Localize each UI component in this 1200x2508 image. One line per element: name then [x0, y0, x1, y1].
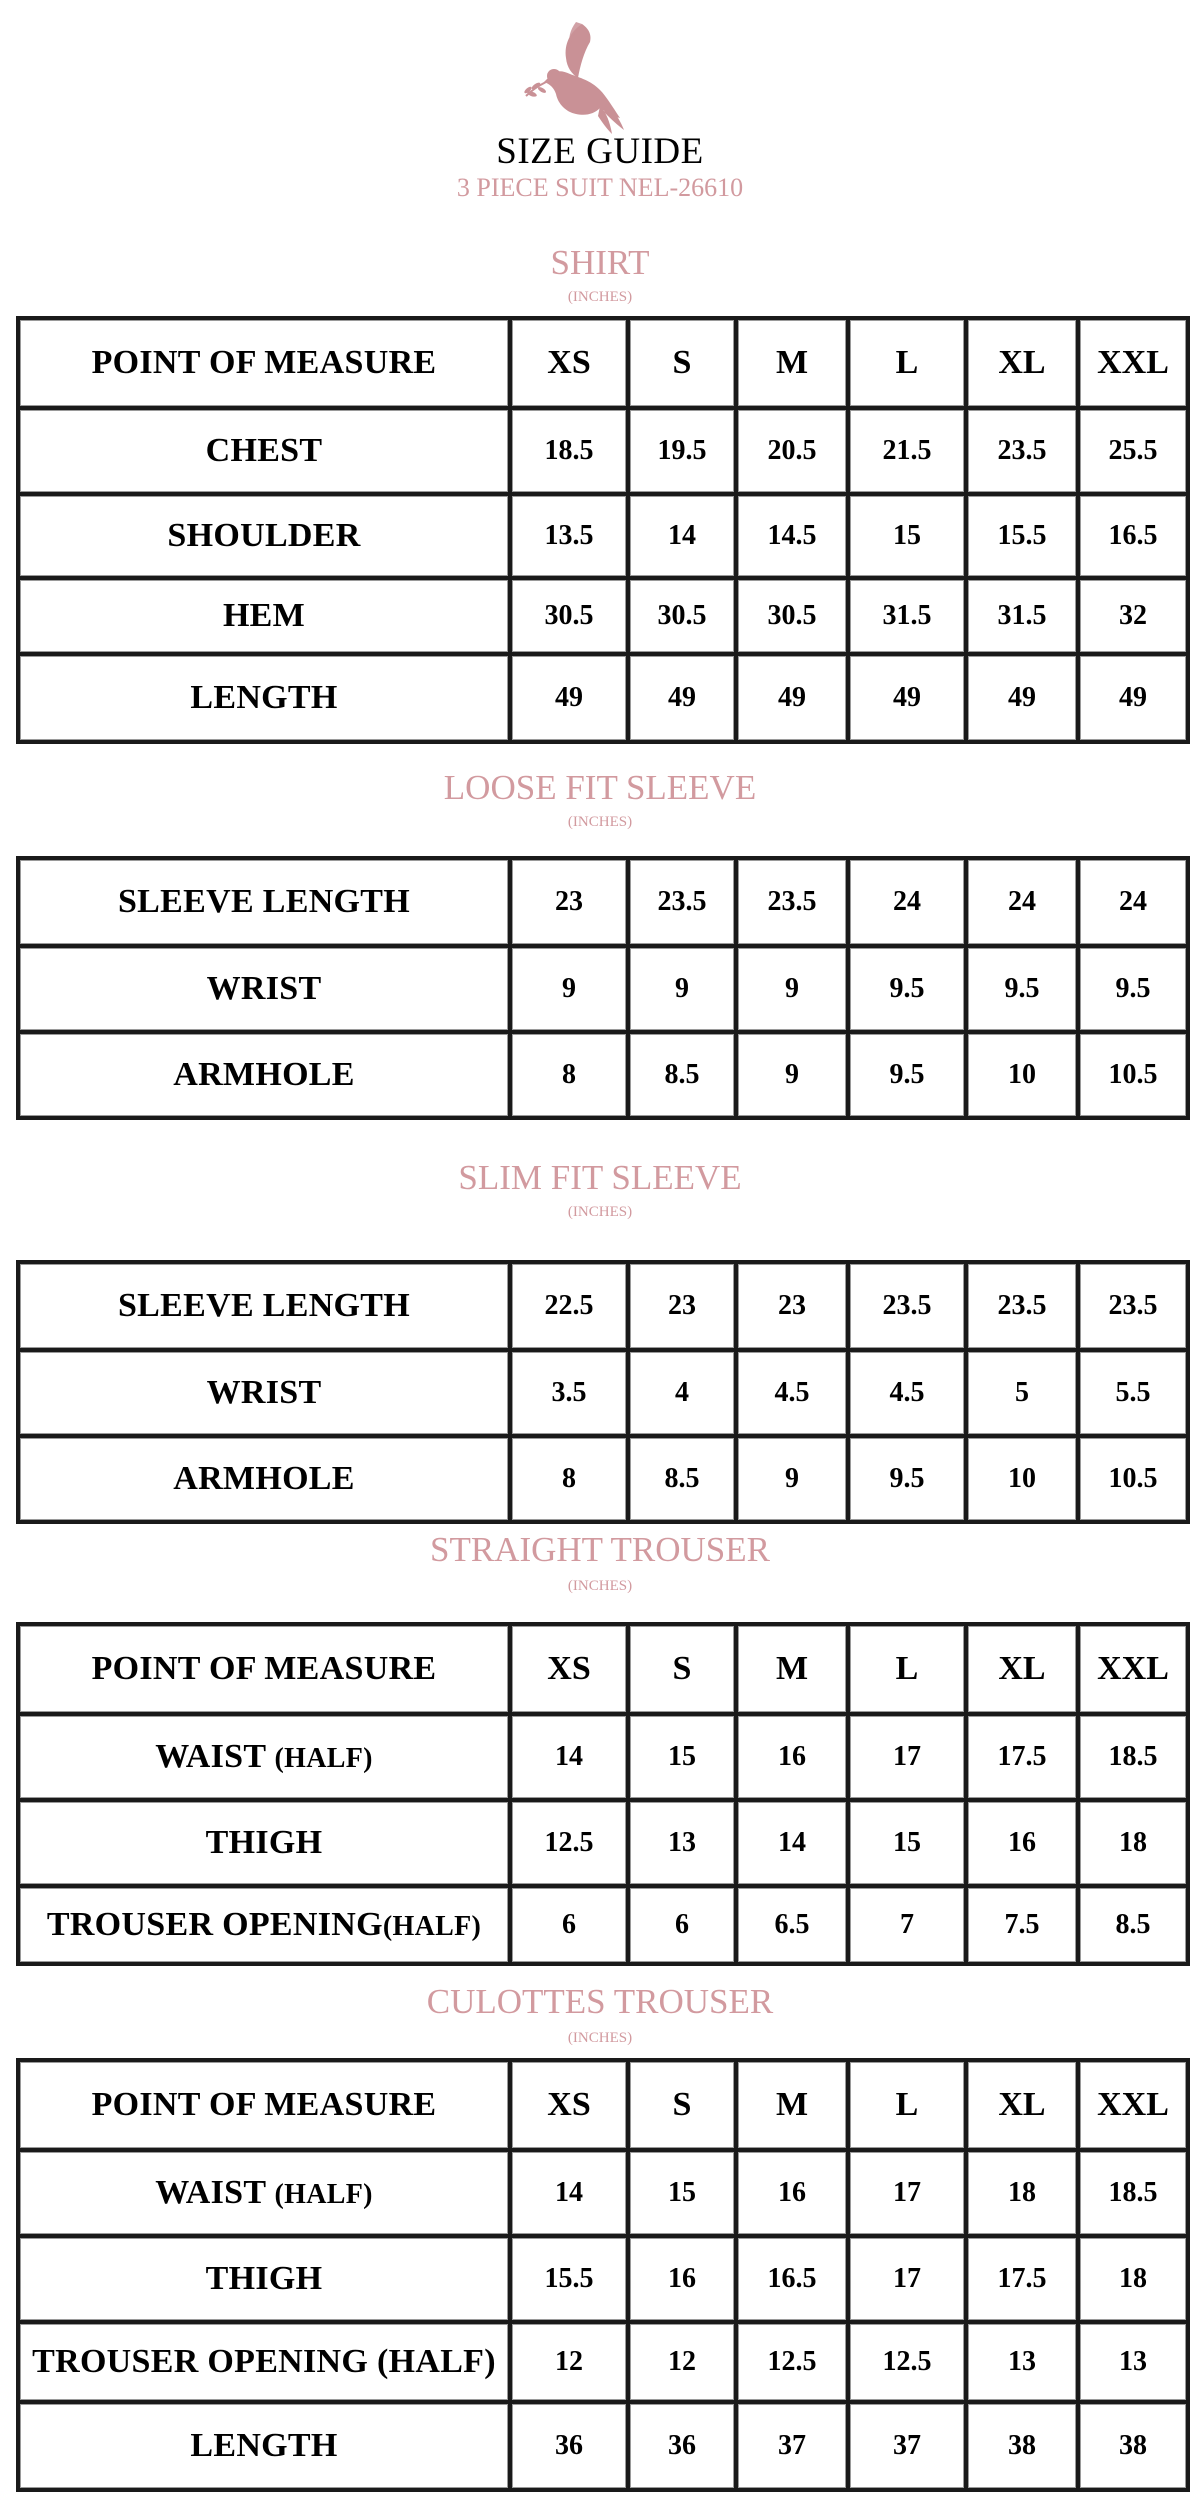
value-cell: 23.5: [848, 1262, 966, 1350]
table-row: [18, 578, 1188, 654]
section-unit-loose-fit-sleeve: (INCHES): [567, 814, 633, 830]
value-cell: 15.5: [966, 494, 1078, 578]
value-cell: 49: [966, 654, 1078, 742]
size-header-l: L: [848, 1624, 966, 1714]
value-cell: 18: [1078, 2236, 1188, 2322]
value-cell: 23.5: [628, 858, 736, 946]
value-cell: 8: [510, 1436, 628, 1522]
table-row: [18, 494, 1188, 578]
table-row: [18, 2402, 1188, 2490]
value-cell: 3.5: [510, 1350, 628, 1436]
value-cell: 13.5: [510, 494, 628, 578]
row-label: THIGH: [18, 1800, 510, 1886]
value-cell: 12: [628, 2322, 736, 2402]
value-cell: 10: [966, 1032, 1078, 1118]
value-cell: 12.5: [848, 2322, 966, 2402]
row-label: THIGH: [18, 2236, 510, 2322]
value-cell: 38: [966, 2402, 1078, 2490]
value-cell: 21.5: [848, 408, 966, 494]
row-label-note: (HALF): [376, 2343, 496, 2380]
value-cell: 30.5: [736, 578, 848, 654]
value-cell: 6: [510, 1886, 628, 1964]
value-cell: 31.5: [848, 578, 966, 654]
value-cell: 13: [1078, 2322, 1188, 2402]
table-row: [18, 1800, 1188, 1886]
value-cell: 23: [628, 1262, 736, 1350]
value-cell: 14: [736, 1800, 848, 1886]
value-cell: 16: [736, 1714, 848, 1800]
value-cell: 16: [628, 2236, 736, 2322]
table-row: [18, 2150, 1188, 2236]
size-header-xl: XL: [966, 2060, 1078, 2150]
size-header-s: S: [628, 1624, 736, 1714]
value-cell: 23: [510, 858, 628, 946]
row-label-text: TROUSER OPENING: [46, 1906, 383, 1943]
row-label: [18, 2322, 510, 2402]
section-title-straight-trouser: STRAIGHT TROUSER: [429, 1530, 770, 1569]
value-cell: 23.5: [966, 1262, 1078, 1350]
value-cell: 9.5: [848, 1032, 966, 1118]
row-label: SLEEVE LENGTH: [18, 858, 510, 946]
table-row: [18, 1350, 1188, 1436]
value-cell: 15.5: [510, 2236, 628, 2322]
section-unit-culottes-trouser: (INCHES): [567, 2030, 633, 2046]
value-cell: 30.5: [510, 578, 628, 654]
value-cell: 9.5: [848, 946, 966, 1032]
slim-fit-sleeve-table: [16, 1260, 1190, 1524]
value-cell: 18: [1078, 1800, 1188, 1886]
row-label: WRIST: [18, 1350, 510, 1436]
size-header-s: S: [628, 318, 736, 408]
section-unit-shirt: (INCHES): [567, 289, 633, 305]
value-cell: 12.5: [736, 2322, 848, 2402]
size-header-xxl: XXL: [1078, 2060, 1188, 2150]
culottes-trouser-table: [16, 2058, 1190, 2492]
row-label-text: WAIST: [155, 2174, 266, 2211]
value-cell: 49: [510, 654, 628, 742]
shirt-table: [16, 316, 1190, 744]
row-label: WRIST: [18, 946, 510, 1032]
section-title-slim-fit-sleeve: SLIM FIT SLEEVE: [458, 1158, 742, 1197]
size-header-xxl: XXL: [1078, 318, 1188, 408]
size-header-xl: XL: [966, 1624, 1078, 1714]
value-cell: 36: [510, 2402, 628, 2490]
row-label: ARMHOLE: [18, 1436, 510, 1522]
value-cell: 49: [736, 654, 848, 742]
value-cell: 25.5: [1078, 408, 1188, 494]
section-unit-straight-trouser: (INCHES): [567, 1578, 633, 1594]
value-cell: 14: [628, 494, 736, 578]
table-row: [18, 408, 1188, 494]
size-header-xs: XS: [510, 318, 628, 408]
size-header-xl: XL: [966, 318, 1078, 408]
row-label: [18, 2150, 510, 2236]
row-label: [18, 1714, 510, 1800]
size-header-l: L: [848, 2060, 966, 2150]
value-cell: 24: [848, 858, 966, 946]
loose-fit-sleeve-table: [16, 856, 1190, 1120]
table-header-row: [18, 1624, 1188, 1714]
section-title-culottes-trouser: CULOTTES TROUSER: [426, 1982, 774, 2021]
value-cell: 13: [966, 2322, 1078, 2402]
value-cell: 17.5: [966, 2236, 1078, 2322]
header-label-cell: POINT OF MEASURE: [18, 318, 510, 408]
value-cell: 37: [736, 2402, 848, 2490]
table-header-row: [18, 2060, 1188, 2150]
value-cell: 37: [848, 2402, 966, 2490]
value-cell: 22.5: [510, 1262, 628, 1350]
header-label-cell: POINT OF MEASURE: [18, 2060, 510, 2150]
row-label-note: (HALF): [382, 1911, 482, 1942]
table-row: [18, 1886, 1188, 1964]
size-header-m: M: [736, 318, 848, 408]
value-cell: 12: [510, 2322, 628, 2402]
value-cell: 36: [628, 2402, 736, 2490]
section-title-shirt: SHIRT: [550, 243, 650, 282]
value-cell: 15: [628, 1714, 736, 1800]
value-cell: 17.5: [966, 1714, 1078, 1800]
size-header-xs: XS: [510, 2060, 628, 2150]
table-row: [18, 654, 1188, 742]
value-cell: 16: [966, 1800, 1078, 1886]
table-row: [18, 2236, 1188, 2322]
page-title: SIZE GUIDE: [496, 131, 704, 172]
header-label-cell: POINT OF MEASURE: [18, 1624, 510, 1714]
value-cell: 17: [848, 2236, 966, 2322]
value-cell: 18.5: [1078, 2150, 1188, 2236]
value-cell: 18: [966, 2150, 1078, 2236]
value-cell: 9.5: [966, 946, 1078, 1032]
value-cell: 8.5: [628, 1436, 736, 1522]
value-cell: 14.5: [736, 494, 848, 578]
value-cell: 15: [848, 1800, 966, 1886]
value-cell: 17: [848, 2150, 966, 2236]
value-cell: 16.5: [736, 2236, 848, 2322]
value-cell: 6.5: [736, 1886, 848, 1964]
row-label-note: (HALF): [274, 1743, 373, 1774]
value-cell: 8: [510, 1032, 628, 1118]
value-cell: 32: [1078, 578, 1188, 654]
value-cell: 23.5: [1078, 1262, 1188, 1350]
row-label: LENGTH: [18, 654, 510, 742]
value-cell: 20.5: [736, 408, 848, 494]
value-cell: 9: [628, 946, 736, 1032]
value-cell: 23.5: [736, 858, 848, 946]
row-label: CHEST: [18, 408, 510, 494]
value-cell: 7: [848, 1886, 966, 1964]
value-cell: 38: [1078, 2402, 1188, 2490]
size-header-xxl: XXL: [1078, 1624, 1188, 1714]
value-cell: 14: [510, 1714, 628, 1800]
section-title-loose-fit-sleeve: LOOSE FIT SLEEVE: [443, 768, 757, 807]
value-cell: 15: [628, 2150, 736, 2236]
value-cell: 10: [966, 1436, 1078, 1522]
value-cell: 17: [848, 1714, 966, 1800]
value-cell: 8.5: [1078, 1886, 1188, 1964]
straight-trouser-table: [16, 1622, 1190, 1966]
value-cell: 16: [736, 2150, 848, 2236]
table-row: [18, 1262, 1188, 1350]
value-cell: 24: [1078, 858, 1188, 946]
value-cell: 30.5: [628, 578, 736, 654]
table-row: [18, 1436, 1188, 1522]
table-header-row: [18, 318, 1188, 408]
value-cell: 23.5: [966, 408, 1078, 494]
value-cell: 10.5: [1078, 1436, 1188, 1522]
page-subtitle: 3 PIECE SUIT NEL-26610: [456, 173, 744, 202]
value-cell: 14: [510, 2150, 628, 2236]
value-cell: 7.5: [966, 1886, 1078, 1964]
value-cell: 16.5: [1078, 494, 1188, 578]
value-cell: 13: [628, 1800, 736, 1886]
table-row: [18, 946, 1188, 1032]
value-cell: 49: [628, 654, 736, 742]
value-cell: 9.5: [848, 1436, 966, 1522]
size-header-xs: XS: [510, 1624, 628, 1714]
value-cell: 6: [628, 1886, 736, 1964]
row-label: [18, 1886, 510, 1964]
value-cell: 18.5: [1078, 1714, 1188, 1800]
value-cell: 24: [966, 858, 1078, 946]
value-cell: 8.5: [628, 1032, 736, 1118]
row-label-note: (HALF): [274, 2179, 373, 2210]
table-row: [18, 858, 1188, 946]
size-header-s: S: [628, 2060, 736, 2150]
row-label: ARMHOLE: [18, 1032, 510, 1118]
row-label-text: TROUSER OPENING: [32, 2343, 369, 2380]
value-cell: 5: [966, 1350, 1078, 1436]
value-cell: 31.5: [966, 578, 1078, 654]
value-cell: 9: [736, 946, 848, 1032]
size-header-m: M: [736, 2060, 848, 2150]
value-cell: 10.5: [1078, 1032, 1188, 1118]
table-row: [18, 2322, 1188, 2402]
value-cell: 4: [628, 1350, 736, 1436]
size-header-l: L: [848, 318, 966, 408]
value-cell: 18.5: [510, 408, 628, 494]
table-row: [18, 1032, 1188, 1118]
value-cell: 4.5: [736, 1350, 848, 1436]
value-cell: 9: [510, 946, 628, 1032]
value-cell: 9: [736, 1032, 848, 1118]
value-cell: 15: [848, 494, 966, 578]
value-cell: 9.5: [1078, 946, 1188, 1032]
value-cell: 9: [736, 1436, 848, 1522]
value-cell: 49: [1078, 654, 1188, 742]
value-cell: 49: [848, 654, 966, 742]
row-label: SHOULDER: [18, 494, 510, 578]
dove-with-olive-branch-icon: [520, 18, 640, 138]
value-cell: 12.5: [510, 1800, 628, 1886]
table-row: [18, 1714, 1188, 1800]
value-cell: 4.5: [848, 1350, 966, 1436]
row-label-text: WAIST: [155, 1738, 266, 1775]
value-cell: 23: [736, 1262, 848, 1350]
value-cell: 5.5: [1078, 1350, 1188, 1436]
value-cell: 19.5: [628, 408, 736, 494]
row-label: LENGTH: [18, 2402, 510, 2490]
size-header-m: M: [736, 1624, 848, 1714]
section-unit-slim-fit-sleeve: (INCHES): [567, 1204, 633, 1220]
row-label: HEM: [18, 578, 510, 654]
row-label: SLEEVE LENGTH: [18, 1262, 510, 1350]
